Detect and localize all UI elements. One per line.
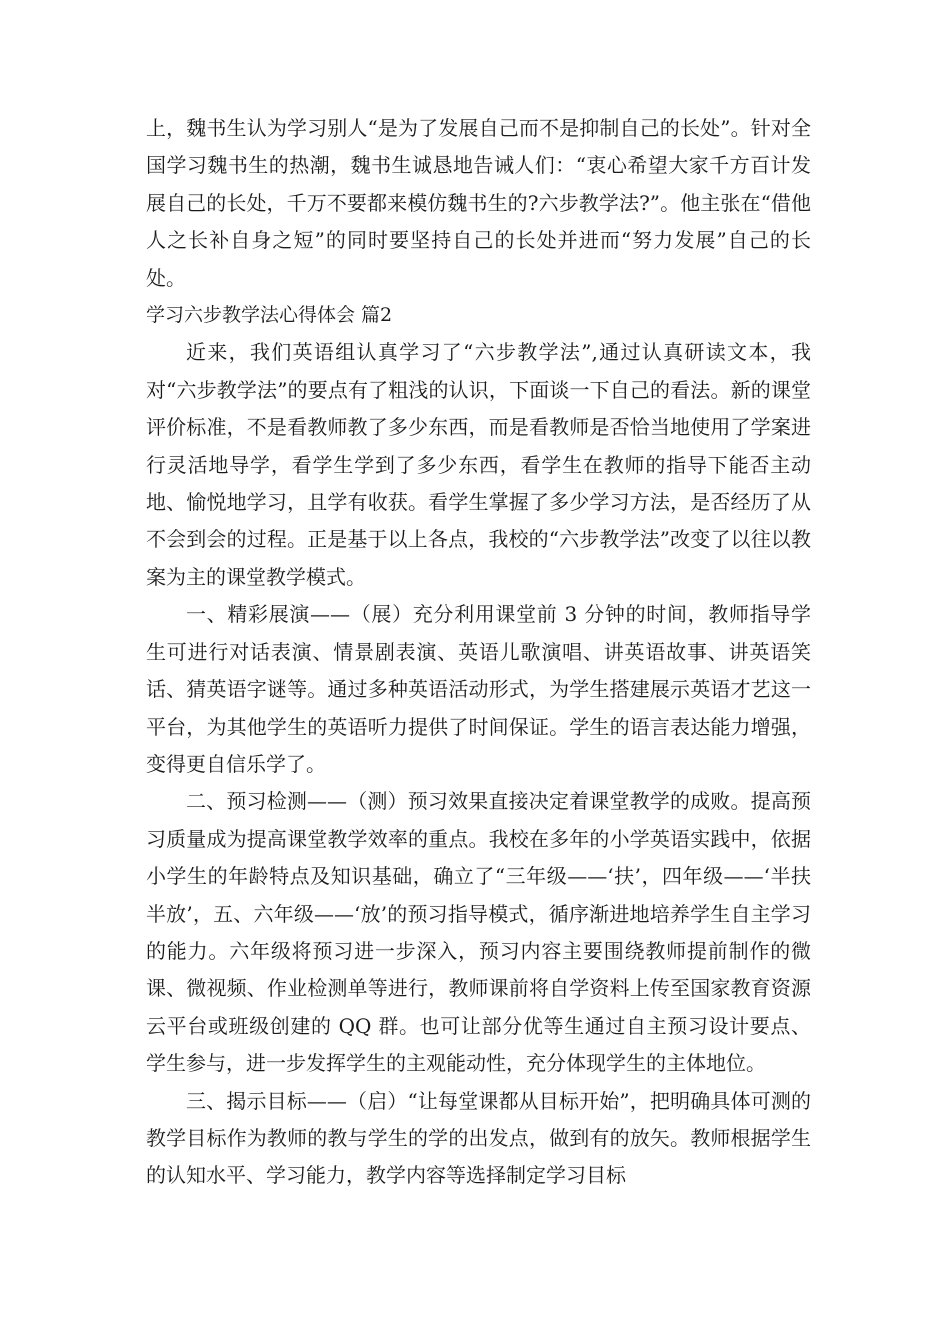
paragraph-step-one: 一、精彩展演——（展）充分利用课堂前 3 分钟的时间，教师指导学生可进行对话表演、情景剧表演、英语儿歌演唱、讲英语故事、讲英语笑话、猜英语字谜等。通过多种英语活动形式，为学生搭建展示英语才艺这一平台，为其他学生的英语听力提供了时间保证。学生的语言表达能力增强，变得更自信乐学了。 <box>146 602 811 776</box>
paragraph-intro: 近来，我们英语组认真学习了“六步教学法”,通过认真研读文本，我对“六步教学法”的要点有了粗浅的认识，下面谈一下自己的看法。新的课堂评价标准，不是看教师教了多少东西，而是看教师是否恰当地使用了学案进行灵活地导学，看学生学到了多少东西，看学生在教师的指导下能否主动地、愉悦地学习，且学有收获。看学生掌握了多少学习方法，是否经历了从不会到会的过程。正是基于以上各点，我校的“六步教学法”改变了以往以教案为主的课堂教学模式。 <box>146 340 811 589</box>
document-body <box>146 110 811 1195</box>
paragraph-step-three: 三、揭示目标——（启）“让每堂课都从目标开始”，把明确具体可测的教学目标作为教师的教与学生的学的出发点，做到有的放矢。教师根据学生的认知水平、学习能力，教学内容等选择制定学习目标 <box>146 1088 811 1188</box>
section-heading: 学习六步教学法心得体会 篇2 <box>146 304 393 327</box>
paragraph-step-two: 二、预习检测——（测）预习效果直接决定着课堂教学的成败。提高预习质量成为提高课堂教学效率的重点。我校在多年的小学英语实践中，依据小学生的年龄特点及知识基础，确立了“三年级——‘扶’，四年级——‘半扶半放’，五、六年级——‘放’的预习指导模式，循序渐进地培养学生自主学习的能力。六年级将预习进一步深入，预习内容主要围绕教师提前制作的微课、微视频、作业检测单等进行，教师课前将自学资料上传至国家教育资源云平台或班级创建的 QQ 群。也可让部分优等生通过自主预习设计要点、学生参与，进一步发挥学生的主观能动性，充分体现学生的主体地位。 <box>146 789 811 1076</box>
paragraph-continuation: 上，魏书生认为学习别人“是为了发展自己而不是抑制自己的长处”。针对全国学习魏书生的热潮，魏书生诚恳地告诫人们：“衷心希望大家千方百计发展自己的长处，千万不要都来模仿魏书生的?六步教学法?”。他主张在“借他人之长补自身之短”的同时要坚持自己的长处并进而“努力发展”自己的长处。 <box>146 116 811 290</box>
